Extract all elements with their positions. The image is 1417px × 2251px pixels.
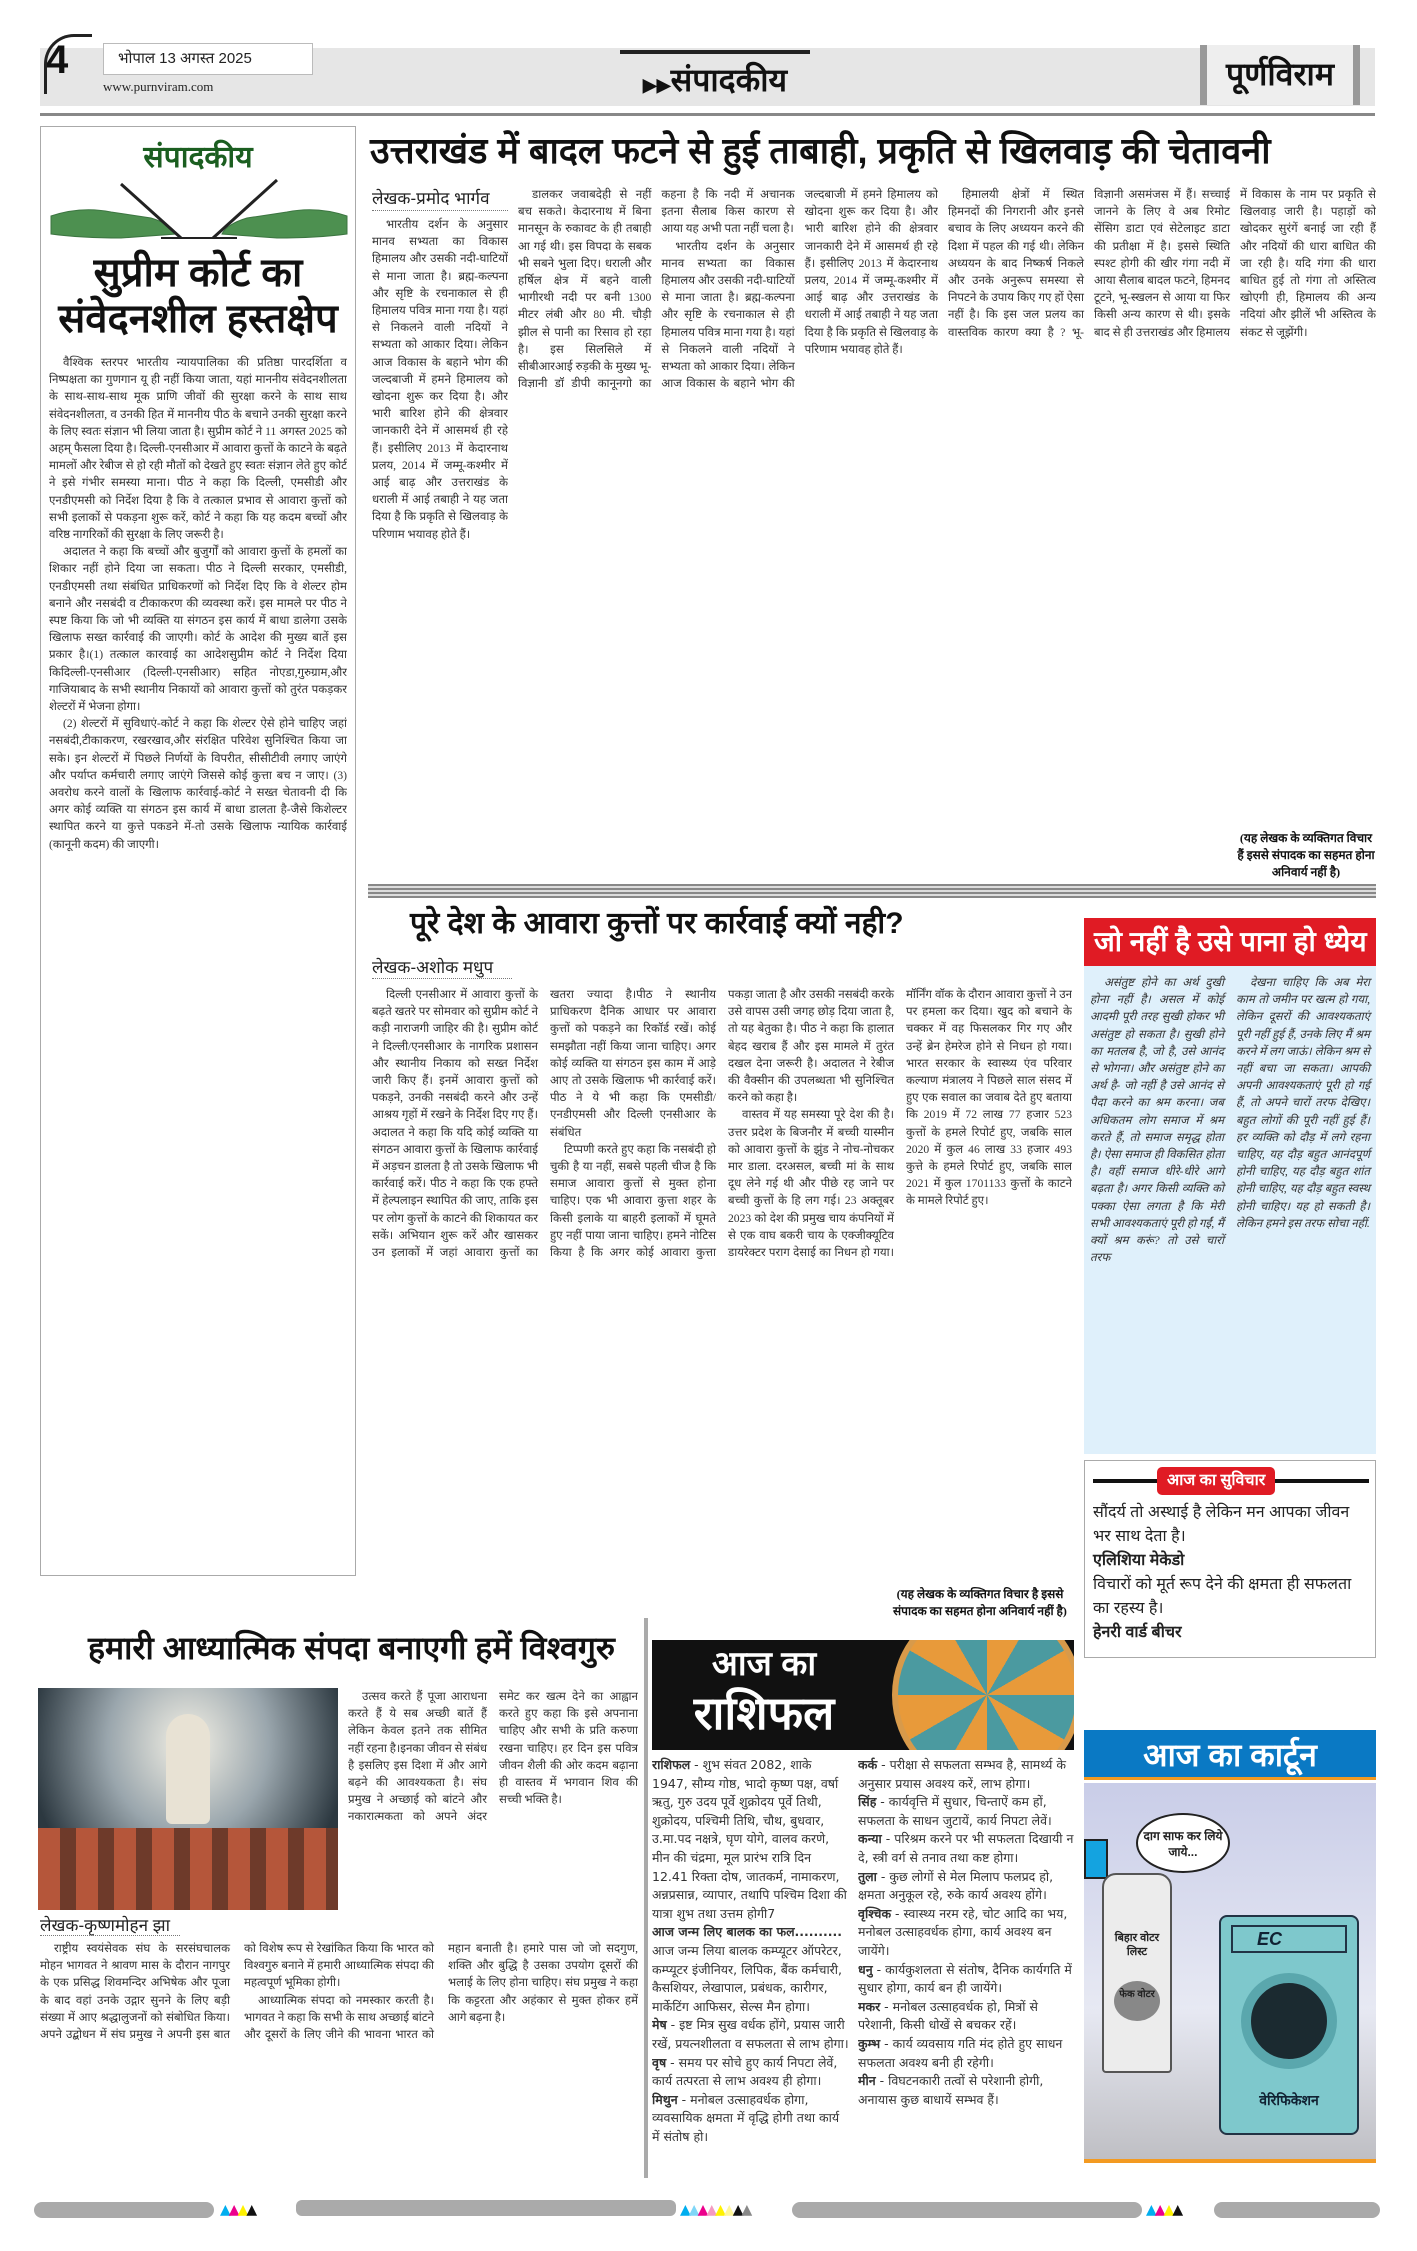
- zodiac-sign: मकर: [858, 1998, 881, 2014]
- crowd-shape: [38, 1828, 338, 1910]
- horoscope-entry: कुम्भ - कार्य व्यवसाय गति मंद होते हुए साधन सफलता अवश्य बनी ही रहेगी।: [858, 2035, 1063, 2070]
- spiritual-paragraph: आध्यात्मिक संपदा को नमस्कार करती है।भागवत ने कहा कि सभी के साथ अच्छाई बांटने और दूसरों के लिए जीने की भावना भारत को महान बनाती है। हमारे पास जो जो सदगुण, शक्ति और बुद्धि है उसका उपयोग दूसरों की भलाई के लिए होना चाहिए। संघ प्रमुख ने कहा कि कट्टरता और अहंकार से मुक्त होकर हमें आगे बढ़ना है।: [244, 1942, 638, 2042]
- registration-strip: [34, 2202, 214, 2218]
- horoscope-col-left: [652, 1756, 850, 2176]
- zodiac-wheel-icon: [892, 1640, 1074, 1750]
- lead-paragraph: हिमालयी क्षेत्रों में स्थित हिमनदों की निगरानी और इनसे बचाव के लिए अध्ययन करने की दिशा में पहल की गई थी। लेकिन अध्ययन के बाद निष्कर्ष निकले और उनके अनुरूप समस्या से निपटने के उपाय किए गए हों ऐसा नहीं है। कि इस जल प्रलय का वास्तविक कारण क्या है ? भू-विज्ञानी असमंजस में हैं। सच्चाई जानने के लिए वे अब रिमोट सेंसिग डाटा एवं सेटेलाइट डाटा की प्रतीक्षा में है। इससे स्थिति स्पश्ट होगी की खीर गंगा नदी में आया सैलाब बादल फटने, हिमनद टूटने, भू-स्खलन से आया या फिर किसी अन्य कारण से थी। इसके बाद से ही उत्तराखंड और हिमालय में विकास के नाम पर प्रकृति से खिलवाड़ जारी है। पहाड़ों को खोदकर सुरंगें बनाई जा रही हैं और नदियों की धारा बाधित की जा रही है। यदि गंगा की धारा बाधित हुई तो गंगा तो अस्तित्व खोएगी ही, हिमालय की अन्य नदियां और झीलें भी अस्तित्व के संकट से जूझेंगी।: [948, 188, 1376, 339]
- machine-base-text: वेरिफिकेशन: [1259, 2092, 1319, 2108]
- dogs-headline: पूरे देश के आवारा कुत्तों पर कार्रवाई क्यों नही?: [410, 907, 904, 940]
- registration-strip: [1214, 2202, 1380, 2218]
- horoscope-text: स्वास्थ्य नरम रहे, चोट आदि का भय, मनोबल उत्साहवर्धक होगा, कार्य अवश्य बन जायेंगे।: [858, 1905, 1068, 1958]
- horoscope-text: मनोबल उत्साहवर्धक होगा, व्यवसायिक क्षमता में वृद्धि होगी तथा कार्य में संतोष हो।: [652, 2091, 840, 2144]
- double-chevron-icon: ▶▶: [642, 75, 671, 95]
- byline-rule: [40, 1935, 180, 1936]
- lead-paragraph: भारतीय दर्शन के अनुसार मानव सभ्यता का विकास हिमालय और उसकी नदी-घाटियों से माना जाता है। ब्रह्म-कल्पना और सृष्टि के रचनाकाल से ही हिमालय पवित्र माना गया है। यहां से निकलने वाली नदियों ने सभ्यता को आकार दिया। लेकिन आज विकास के बहाने भोग की जल्दबाजी में हमने हिमालय को खोदना शुरू कर दिया है। और भारी बारिश होने की क्षेत्रवार जानकारी देने में आसमर्थ ही रहे हैं। इसीलिए 2013 में केदारनाथ प्रलय, 2014 में जम्मू-कश्मीर में आई बाढ़ और उत्तराखंड के धराली में आई तबाही ने यह जता दिया है कि प्रकृति से खिलवाड़ के परिणाम भयावह होते हैं।: [661, 188, 938, 391]
- thought-label: आज का सुविचार: [1157, 1467, 1275, 1495]
- writing-hands-illustration: [41, 176, 357, 246]
- figure-shape: [166, 1714, 210, 1824]
- section-divider: [368, 884, 1376, 898]
- horoscope-entry: कन्या - परिश्रम करने पर भी सफलता दिखायी न दे, स्त्री वर्ग से तनाव तथा कष्ट होगा।: [858, 1831, 1074, 1865]
- spiritual-headline: हमारी आध्यात्मिक संपदा बनाएगी हमें विश्वगुरु: [88, 1630, 615, 1666]
- cmyk-marks: ▲▲▲▲: [220, 2202, 256, 2218]
- horoscope-text: कुछ लोगों से मेल मिलाप फलप्रद हो, क्षमता अनुकूल रहे, रुके कार्य अवश्य होंगे।: [858, 1868, 1054, 1903]
- spiritual-paragraph: उत्सव करते हैं पूजा आराधना करते हैं ये सब अच्छी बातें हैं लेकिन केवल इतने तक सीमित नहीं रहना है।इनका जीवन से संबंध है इसलिए इस दिशा में और आगे बढ़ने की आवश्यकता है। संघ प्रमुख ने अच्छाई को बांटने और नकारात्मकता को अपने अंदर समेट कर खत्म देने का आह्वान करते हुए कहा कि इसे अपनाना चाहिए और सभी के प्रति करुणा रखना चाहिए। हर दिन इस पवित्र जीवन शैली की ओर कदम बढ़ाना ही वास्तव में भगवान शिव की सच्ची भक्ति है।: [348, 1690, 638, 1824]
- spiritual-side-body: [348, 1688, 638, 1934]
- lead-col-5-7: [948, 186, 1376, 826]
- horoscope-entry: मकर - मनोबल उत्साहवर्धक हो, मित्रों से परेशानी, किसी धोखें से बचकर रहें।: [858, 1998, 1038, 2033]
- zodiac-sign: धनु: [858, 1961, 873, 1977]
- quote-author: एलिशिया मेकेडो: [1093, 1552, 1185, 1569]
- dogs-paragraph: वास्तव में यह समस्या पूरे देश की है। उत्तर प्रदेश के बिजनौर में बच्ची यास्मीन को आवारा कुत्तों के झुंड ने नोच-नोचकर मार डाला. दरअसल, बच्ची मां के साथ दूध लेने गई थी और पीछे रह जाने पर बच्ची कुत्तों के हि लग गई। 23 अक्तूबर 2023 को देश की प्रमुख चाय कंपनियों में से एक वाघ बकरी चाय के एक्जीक्यूटिव डायरेक्टर पराग देसाई का निधन हो गया। मॉर्निंग वॉक के दौरान आवारा कुत्तों ने उन पर हमला कर दिया। खुद को बचाने के चक्कर में वह फिसलकर गिर गए और उन्हें ब्रेन हेमरेज होने से निधन हो गया। भारत सरकार के स्वास्थ्य एंव परिवार कल्याण मंत्रालय ने पिछले साल संसद में हुए एक सवाल का जवाब देते हुए बताया कि 2019 में 72 लाख 77 हजार 523 कुत्तों के हमले रिपोर्ट हुए, जबकि साल 2020 में कुल 46 लाख 33 हजार 493 कुत्ते के हमले रिपोर्ट हुए, जबकि साल 2021 में कुल 1701133 कुत्तों के काटने के मामले रिपोर्ट हुए।: [728, 988, 1072, 1260]
- byline-rule: [372, 210, 508, 211]
- horoscope-text: कार्यकुशलता से संतोष, दैनिक कार्यगति में सुधार होगा, कार्य बन ही जायेंगे।: [858, 1961, 1072, 1996]
- horoscope-text: समय पर सोचे हुए कार्य निपटा लेवें, कार्य तत्परता से लाभ अवश्य ही होगा।: [652, 2054, 838, 2089]
- horoscope-title-line1: आज का: [711, 1645, 817, 1683]
- dogs-byline: लेखक-अशोक मधुप: [372, 958, 494, 977]
- shirt-shape: [1102, 1873, 1172, 2073]
- horoscope-text: कार्य व्यवसाय गति मंद होते हुए साधन सफलता अवश्य बनी ही रहेगी।: [858, 2035, 1063, 2070]
- horoscope-entry: सिंह - कार्यवृत्ति में सुधार, चिन्ताऐं कम हों, सफलता के साधन जुटायें, कार्य निपटा लेवें।: [858, 1794, 1052, 1828]
- zodiac-sign: मीन: [858, 2073, 876, 2089]
- horoscope-entry: तुला - कुछ लोगों से मेल मिलाप फलप्रद हो, क्षमता अनुकूल रहे, रुके कार्य अवश्य होंगे।: [858, 1868, 1054, 1903]
- spiritual-image: [38, 1688, 338, 1910]
- section-title: [620, 50, 810, 106]
- zodiac-sign: वृश्चिक: [858, 1905, 892, 1921]
- speech-bubble: दाग साफ कर लिये जाये...: [1136, 1813, 1230, 1873]
- horoscope-entry: मीन - विघटनकारी तत्वों से परेशानी होगी, अनायास कुछ बाधायें सम्भव हैं।: [858, 2073, 1044, 2107]
- shirt-text: बिहार वोटर लिस्ट: [1114, 1932, 1160, 1958]
- page-number: 4: [46, 38, 69, 82]
- website-link[interactable]: www.purnviram.com: [103, 79, 214, 94]
- zodiac-sign: सिंह: [858, 1794, 877, 1810]
- horoscope-text: इष्ट मित्र सुख वर्धक होंगे, प्रयास जारी रखें, प्रयत्नशीलता व सफलता से लाभ होगा।: [652, 2017, 849, 2051]
- horoscope-entry: वृष - समय पर सोचे हुए कार्य निपटा लेवें, कार्य तत्परता से लाभ अवश्य ही होगा।: [652, 2054, 838, 2089]
- horoscope-entry: कर्क - परीक्षा से सफलता सम्भव है, सामर्थ्य के अनुसार प्रयास अवश्य करें, लाभ होगा।: [858, 1757, 1066, 1791]
- zodiac-sign: मिथुन: [652, 2091, 678, 2107]
- spiritual-paragraph: राष्ट्रीय स्वयंसेवक संघ के सरसंघचालक मोहन भागवत ने श्रावण मास के दौरान नागपुर के एक प्रसिद्ध शिवमन्दिर अभिषेक और पूजा के बाद वहां उनके उद्गार सुनने के लिए बड़ी संख्या में आए श्रद्धालुजनों को संबोधित किया। अपने उद्बोधन में संघ प्रमुख ने अपनी इस बात को विशेष रूप से रेखांकित किया कि भारत को विश्वगुरु बनाने में हमारी आध्यात्मिक संपदा की महत्वपूर्ण भूमिका होगी।: [40, 1942, 434, 2042]
- zodiac-sign: तुला: [858, 1868, 877, 1884]
- aspire-paragraph: असंतुष्ट होने का अर्थ दुखी होना नहीं है। असल में कोई आदमी पूरी तरह सुखी होकर भी असंतुष्ट हो सकता है। सुखी होने का मतलब है, जो है, उसे आनंद से भोगना। और असंतुष्ट होने का अर्थ है- जो नहीं है उसे आनंद से पैदा करने का श्रम करना। जब अधिकतम लोग समाज में श्रम करते हैं, तो समाज समृद्ध होता है। ऐसा समाज ही विकसित होता है। वहीं समाज धीरे-धीरे आगे बढ़ता है। अगर किसी व्यक्ति को पक्का ऐसा लगता है कि मेरी सभी आवश्यकताएं पूरी हो गईं, मैं क्यों श्रम करूं? तो उसे चारों तरफ: [1090, 976, 1224, 1265]
- thought-box: [1084, 1460, 1376, 1658]
- zodiac-sign: कुम्भ: [858, 2035, 881, 2051]
- horoscope-text: आज जन्म लिया बालक कम्प्यूटर ऑपरेटर, कम्प्यूटर इंजीनियर, लिपिक, बैंक कर्मचारी, कैसशियर, लेखापाल, प्रबंधक, कारीगर, मार्केटिंग आफिसर, सेल्स मैन होगा।: [652, 1942, 843, 2014]
- horoscope-title-line2: राशिफल: [693, 1687, 835, 1739]
- aspire-paragraph: देखना चाहिए कि अब मेरा काम तो जमीन पर खत्म हो गया, लेकिन दूसरों की आवश्यकताएं पूरी नहीं हुई हैं, उनके लिए मैं श्रम करने में लग जाऊं। लेकिन श्रम से नहीं बचा जा सकता। आपकी अपनी आवश्यकताएं पूरी हो गई हैं, तो अपने चारों तरफ देखिए। बहुत लोगों की पूरी नहीं हुई हैं। हर व्यक्ति को दौड़ में लगे रहना चाहिए, यह दौड़ बहुत आनंदपूर्ण होनी चाहिए, यह दौड़ बहुत शांत होनी चाहिए, यह दौड़ बहुत स्वस्थ होनी चाहिए। यह हो सकती है। लेकिन हमने इस तरफ सोचा नहीं.: [1236, 976, 1370, 1230]
- lead-col-2-4: [518, 186, 938, 876]
- editorial-title-line2: संवेदनशील हस्तक्षेप: [58, 297, 338, 341]
- page-number-arc: [44, 34, 92, 94]
- horoscope-entry: [652, 1923, 850, 2016]
- machine-door: [1241, 1973, 1337, 2069]
- dogs-paragraph: दिल्ली एनसीआर में आवारा कुत्तों के बढ़ते खतरे पर सोमवार को सुप्रीम कोर्ट ने कड़ी नाराजगी जाहिर की है। सुप्रीम कोर्ट ने दिल्ली/एनसीआर के नागरिक प्रशासन और स्थानीय निकाय को सख्त निर्देश जारी किए हैं। इनमें आवारा कुत्तों को पकड़ने, उनकी नसबंदी करने और उन्हें आश्रय गृहों में रखने के निर्देश दिए गए हैं। अदालत ने कहा कि यदि कोई व्यक्ति या संगठन आवारा कुत्तों के खिलाफ कार्रवाई में अड़चन डालता है तो उसके खिलाफ भी कार्रवाई करें। पीठ ने कहा कि एक हफ्ते में हेल्पलाइन स्थापित की जाए, ताकि इस पर लोग कुत्तों के काटने की शिकायत कर सकें। अभियान शुरू करें और खासकर उन इलाकों में जहां आवारा कुत्तों का खतरा ज्यादा है।पीठ ने स्थानीय प्राधिकरण दैनिक आधार पर आवारा कुत्तों को पकड़ने का रिकॉर्ड रखें। कोई समझौता नहीं किया जाना चाहिए। अगर कोई व्यक्ति या संगठन इस काम में आड़े आए तो उसके खिलाफ भी कार्रवाई करें।पीठ ने ये भी कहा कि एमसीडी/एनडीएमसी और दिल्ली एनसीआर के संबंधित: [372, 988, 716, 1260]
- stain-text: फेक वोटर: [1114, 1981, 1160, 2021]
- lead-byline: लेखक-प्रमोद भार्गव: [372, 189, 490, 208]
- cmyk-marks: ▲▲▲▲▲▲▲▲: [680, 2202, 751, 2218]
- editorial-paragraph: अदालत ने कहा कि बच्चों और बुजुर्गों को आवारा कुत्तों के हमलों का शिकार नहीं होने दिया जा सकता। पीठ ने दिल्ली सरकार, एमसीडी, एनडीएमसी तथा संबंधित प्राधिकरणों को निर्देश दिए कि वे शेल्टर होम बनाने और नसबंदी व टीकाकरण की व्यवस्था करें। इस मामले पर पीठ ने स्पष्ट किया कि जो भी व्यक्ति या संगठन इस कार्य में बाधा डालेगा उसके खिलाफ सख्त कार्रवाई की जाएगी। कोर्ट के आदेश की मुख्य बातें इस प्रकार है।(1) तत्काल कारवाई का आदेशसुप्रीम कोर्ट ने निर्देश दिया किदिल्ली-एनसीआर (दिल्ली-एनसीआर) सहित नोएडा,गुरुग्राम,और गाजियाबाद के सभी स्थानीय निकायों को आवारा कुत्तों को तुरंत पकड़कर शेल्टरों में भेजना होगा।: [49, 545, 347, 714]
- cmyk-marks: ▲▲▲▲: [1146, 2202, 1182, 2218]
- horoscope-banner: [652, 1640, 1074, 1750]
- horoscope-text: कार्यवृत्ति में सुधार, चिन्ताऐं कम हों, सफलता के साधन जुटायें, कार्य निपटा लेवें।: [858, 1794, 1052, 1828]
- aspire-headline: जो नहीं है उसे पाना हो ध्येय: [1084, 918, 1376, 966]
- lead-paragraph: भारतीय दर्शन के अनुसार मानव सभ्यता का विकास हिमालय और उसकी नदी-घाटियों से माना जाता है। ब्रह्म-कल्पना और सृष्टि के रचनाकाल से ही हिमालय पवित्र माना गया है। यहां से निकलने वाली नदियों ने सभ्यता को आकार दिया। लेकिन आज विकास के बहाने भोग की जल्दबाजी में हमने हिमालय को खोदना शुरू कर दिया है। और भारी बारिश होने की क्षेत्रवार जानकारी देने में आसमर्थ ही रहे हैं। इसीलिए 2013 में केदारनाथ प्रलय, 2014 में जम्मू-कश्मीर में आई बाढ़ और उत्तराखंड के धराली में आई तबाही ने यह जता दिया है कि प्रकृति से खिलवाड़ के परिणाम भयावह होते हैं।: [372, 218, 508, 541]
- cartoon-image: [1084, 1783, 1376, 2163]
- machine-label: EC: [1231, 1925, 1347, 1953]
- spiritual-body: [40, 1940, 638, 2176]
- spiritual-byline: लेखक-कृष्णमोहन झा: [40, 1916, 170, 1935]
- horoscope-text: परिश्रम करने पर भी सफलता दिखायी न दे, स्त्री वर्ग से तनाव तथा कष्ट होगा।: [858, 1831, 1074, 1865]
- zodiac-sign: राशिफल: [652, 1757, 691, 1772]
- dogs-paragraph: टिप्पणी करते हुए कहा कि नसबंदी हो चुकी है या नहीं, सबसे पहली चीज है कि समाज आवारा कुत्तों से मुक्त होना चाहिए। एक भी आवारा कुत्ता शहर के किसी इलाके या बाहरी इलाकों में घूमते हुए नहीं पाया जाना चाहिए। हमने नोटिस किया है कि अगर कोई आवारा कुत्ता पकड़ा जाता है और उसकी नसबंदी करके उसे वापस उसी जगह छोड़ दिया जाता है, तो यह बेतुका है। पीठ ने कहा कि हालात बेहद खराब हैं और इस मामले में तुरंत दखल देना जरूरी है। अदालत ने रेबीज की वैक्सीन की उपलब्धता भी सुनिश्चित करने को कहा है।: [550, 988, 894, 1260]
- section-title-text: संपादकीय: [670, 62, 788, 98]
- dogs-disclaimer: (यह लेखक के व्यक्तिगत विचार है इससे संपादक का सहमत होना अनिवार्य नहीं है): [893, 1587, 1067, 1618]
- zodiac-sign: मेष: [652, 2017, 667, 2033]
- editorial-label: संपादकीय: [143, 141, 253, 174]
- editorial-paragraph: (2) शेल्टरों में सुविधाएं-कोर्ट ने कहा कि शेल्टर ऐसे होने चाहिए जहां नसबंदी,टीकाकरण, रखरखाव,और संरक्षित परिवेश सुनिश्चित किया जा सके। इन शेल्टरों में पिछले निर्णयों के विपरीत, सीसीटीवी लगाए जाएंगे और पर्याप्त कर्मचारी लगाए जाएंगे जिससे कोई कुत्ता बच न जाए। (3) अवरोध करने वालों के खिलाफ कार्रवाई-कोर्ट ने सख्त चेतावनी दी कि अगर कोई व्यक्ति या संगठन इस कार्य में बाधा डालता है-जैसे किशेल्टर स्थापित करने या कुत्ते पकडने में-तो उसके खिलाफ न्यायिक कार्रवाई (कानूनी कदम) की जाएगी।: [49, 717, 347, 851]
- issue-date: भोपाल 13 अगस्त 2025: [103, 43, 313, 75]
- zodiac-sign: आज जन्म लिए बालक का फल..........: [652, 1924, 843, 1940]
- quote-text: सौंदर्य तो अस्थाई है लेकिन मन आपका जीवन भर साथ देता है।: [1093, 1504, 1350, 1545]
- editorial-title-line1: सुप्रीम कोर्ट का: [93, 251, 303, 295]
- horoscope-text: परीक्षा से सफलता सम्भव है, सामर्थ्य के अनुसार प्रयास अवश्य करें, लाभ होगा।: [858, 1757, 1066, 1791]
- horoscope-text: विघटनकारी तत्वों से परेशानी होगी, अनायास कुछ बाधायें सम्भव हैं।: [858, 2073, 1044, 2107]
- zodiac-sign: कन्या: [858, 1831, 882, 1847]
- lead-paragraph: डालकर जवाबदेही से नहीं बच सकते। केदारनाथ में बिना मानसून के रुकावट के ही तबाही आ गई थी। इस विपदा के सबक भी सबने भुला दिए। धराली और हर्षिल क्षेत्र में बहने वाली भागीरथी नदी पर बनी 1300 मीटर लंबी और 80 मी. चौड़ी झील से पानी का रिसाव हो रहा है। इस सिलसिले में सीबीआरआई रुड़की के मुख्य भू-विज्ञानी डॉ डीपी कानूनगो का कहना है कि नदी में अचानक इतना सैलाब किस कारण से आया यह अभी पता नहीं चला है।: [518, 188, 795, 391]
- aspire-body: [1084, 966, 1376, 1454]
- brand-logo: पूर्णविराम: [1200, 45, 1360, 105]
- horoscope-col-right: [858, 1756, 1074, 2176]
- editorial-box: [40, 126, 356, 1576]
- horoscope-entry: मिथुन - मनोबल उत्साहवर्धक होगा, व्यवसायिक क्षमता में वृद्धि होगी तथा कार्य में संतोष हो।: [652, 2091, 840, 2144]
- dogs-body: [372, 986, 1072, 1586]
- washing-machine: [1219, 1915, 1359, 2135]
- quote-text: विचारों को मूर्त रूप देने की क्षमता ही सफलता का रहस्य है।: [1093, 1576, 1352, 1617]
- masthead-divider: [40, 113, 1375, 116]
- horoscope-entry: वृश्चिक - स्वास्थ्य नरम रहे, चोट आदि का भय, मनोबल उत्साहवर्धक होगा, कार्य अवश्य बन जायेंगे।: [858, 1905, 1068, 1958]
- zodiac-sign: कर्क: [858, 1757, 878, 1772]
- sleeve-shape: [1084, 1839, 1108, 1879]
- horoscope-entry: मेष - इष्ट मित्र सुख वर्धक होंगे, प्रयास जारी रखें, प्रयत्नशीलता व सफलता से लाभ होगा।: [652, 2017, 849, 2051]
- lead-disclaimer: (यह लेखक के व्यक्तिगत विचार हैं इससे संपादक का सहमत होना अनिवार्य नहीं है): [1237, 831, 1375, 879]
- registration-strip: [296, 2200, 676, 2216]
- print-registration-bar: [34, 2200, 1380, 2220]
- editorial-body: [49, 354, 347, 1554]
- registration-strip: [792, 2202, 1142, 2218]
- horoscope-text: शुभ संवत 2082, शाके 1947, सौम्य गोष्ठ, भादो कृष्ण पक्ष, वर्षा ऋतु, गुरु उदय पूर्वे शुक्रोदय पूर्वे तिथी, शुक्रोदय, पश्चिमी तिथि, चौथ, बुधवार, उ.मा.पद नक्षत्रे, घृण योगे, वालव करणे, मीन की चंद्रमा, मूल प्रारंभ रात्रि दिन 12.41 रिक्ता दोष, जातकर्म, नामाकरण, अन्नप्रसान्न, व्यापार, तथापि पश्चिम दिशा की यात्रा शुभ तथा उत्तम होगी7: [652, 1757, 847, 1921]
- zodiac-sign: वृष: [652, 2054, 667, 2070]
- editorial-paragraph: वैश्विक स्तरपर भारतीय न्यायपालिका की प्रतिष्ठा पारदर्शिता व निष्पक्षता का गुणगान यू ही नहीं किया जाता, यहां माननीय संवेदनशीलता के साथ-साथ-साथ मूक प्राणि जीवों की सुरक्षा करने के साथ साथ संवेदनशीलता, व उनकी हित में माननीय पीठ के बचाने उनकी सुरक्षा करने के लिए स्वतः संज्ञान भी लिया जाता है। सुप्रीम कोर्ट ने 11 अगस्त 2025 को अहम् फैसला दिया है। दिल्ली-एनसीआर में आवारा कुत्तों के काटने के बढ़ते मामलों और रेबीज से हो रही मौतों को देखते हुए स्वतः संज्ञान लेते हुए कोर्ट ने इसे गंभीर समस्या माना। पीठ ने कहा कि दिल्ली, एमसीडी और एनडीएमसी को निर्देश दिया है कि वे तत्काल प्रभाव से आवारा कुत्तों को सभी इलाकों से पकड़ना शुरू करें, कोर्ट ने कहा कि यह कदम बच्चों और वरिष्ठ नागरिकों की सुरक्षा के लिए जरूरी है।: [49, 356, 347, 542]
- cartoon-label: आज का कार्टून: [1084, 1730, 1376, 1780]
- horoscope-entry: धनु - कार्यकुशलता से संतोष, दैनिक कार्यगति में सुधार होगा, कार्य बन ही जायेंगे।: [858, 1961, 1072, 1996]
- lead-col-1: [372, 216, 508, 876]
- horoscope-text: मनोबल उत्साहवर्धक हो, मित्रों से परेशानी, किसी धोखें से बचकर रहें।: [858, 1998, 1038, 2033]
- lead-headline: उत्तराखंड में बादल फटने से हुई ताबाही, प्रकृति से खिलवाड़ की चेतावनी: [370, 130, 1271, 171]
- horoscope-entry: राशिफल - शुभ संवत 2082, शाके 1947, सौम्य गोष्ठ, भादो कृष्ण पक्ष, वर्षा ऋतु, गुरु उदय पूर्वे शुक्रोदय पूर्वे तिथी, शुक्रोदय, पश्चिमी तिथि, चौथ, बुधवार, उ.मा.पद नक्षत्रे, घृण योगे, वालव करणे, मीन की चंद्रमा, मूल प्रारंभ रात्रि दिन 12.41 रिक्ता दोष, जातकर्म, नामाकरण, अन्नप्रसान्न, व्यापार, तथापि पश्चिम दिशा की यात्रा शुभ तथा उत्तम होगी7: [652, 1757, 847, 1921]
- quote-author: हेनरी वार्ड बीचर: [1093, 1624, 1182, 1641]
- column-divider: [644, 1618, 648, 2178]
- byline-rule: [372, 978, 512, 979]
